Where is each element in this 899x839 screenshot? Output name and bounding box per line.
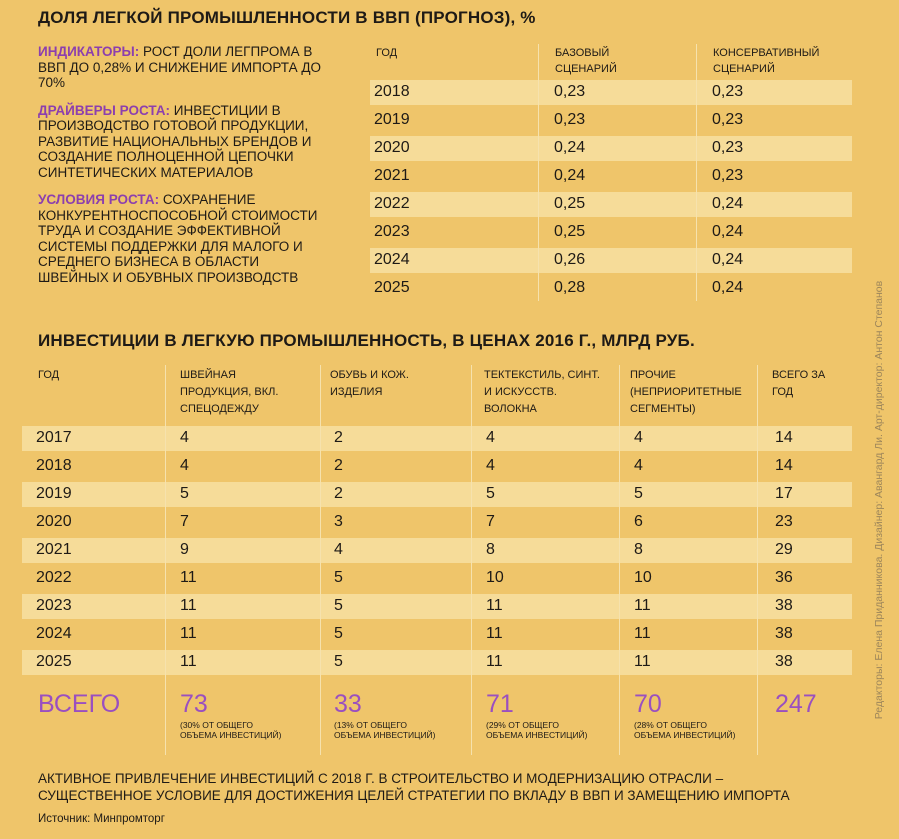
conditions-text: СОХРАНЕНИЕ КОНКУРЕНТНОСПОСОБНОЙ СТОИМОСТИ ТРУДА И СОЗДАНИЕ ЭФФЕКТИВНОЙ СИСТЕМЫ ПОДДЕРЖКИ ДЛЯ МАЛОГО И СРЕДНЕГО БИЗНЕСА В ОБЛАСТИ ШВЕЙНЫХ И ОБУВНЫХ ПРОИЗВОДСТВ bbox=[38, 192, 318, 285]
inv-table-cell: 14 bbox=[775, 429, 793, 446]
growth-description bbox=[38, 44, 328, 297]
inv-table-cell: 11 bbox=[634, 625, 651, 642]
gdp-table-cell: 0,24 bbox=[712, 251, 744, 268]
gdp-table-row bbox=[370, 164, 852, 189]
inv-table-cell: 2022 bbox=[36, 569, 72, 586]
inv-table-row bbox=[22, 510, 852, 535]
inv-table-header-footwear: ОБУВЬ И КОЖ. ИЗДЕЛИЯ bbox=[330, 369, 409, 398]
conditions-label: УСЛОВИЯ РОСТА: bbox=[38, 192, 160, 207]
inv-table-cell: 2025 bbox=[36, 653, 72, 670]
inv-table-cell: 5 bbox=[634, 485, 643, 502]
inv-table-cell: 4 bbox=[634, 457, 643, 474]
gdp-table-cell: 0,24 bbox=[712, 223, 744, 240]
gdp-table-cell: 2018 bbox=[374, 83, 410, 100]
indicators-text: РОСТ ДОЛИ ЛЕГПРОМА В ВВП ДО 0,28% И СНИЖЕНИЕ ИМПОРТА ДО 70% bbox=[38, 44, 321, 90]
investments-title: ИНВЕСТИЦИИ В ЛЕГКУЮ ПРОМЫШЛЕННОСТЬ, В ЦЕНАХ 2016 Г., МЛРД РУБ. bbox=[38, 331, 695, 350]
inv-total-other: 70 bbox=[634, 690, 662, 718]
inv-table-header-year: ГОД bbox=[38, 369, 60, 381]
credits: Редакторы: Елена Приданникова. Дизайнер: Авангард Ли. Арт-директор: Антон Степанов bbox=[873, 280, 885, 720]
inv-table-row bbox=[22, 538, 852, 563]
inv-table-divider bbox=[757, 365, 758, 755]
inv-table-divider bbox=[165, 365, 166, 755]
inv-table-cell: 5 bbox=[334, 653, 343, 670]
gdp-table-cell: 0,25 bbox=[554, 223, 586, 240]
gdp-table-cell: 0,23 bbox=[712, 139, 744, 156]
gdp-table-row bbox=[370, 108, 852, 133]
inv-table-row bbox=[22, 482, 852, 507]
inv-table-cell: 8 bbox=[486, 541, 495, 558]
inv-table-cell: 5 bbox=[486, 485, 495, 502]
inv-table-cell: 4 bbox=[180, 457, 189, 474]
inv-table-cell: 17 bbox=[775, 485, 793, 502]
gdp-table-cell: 0,23 bbox=[712, 83, 744, 100]
inv-table-cell: 11 bbox=[486, 653, 503, 670]
inv-total-note-other: (28% ОТ ОБЩЕГО ОБЪЕМА ИНВЕСТИЦИЙ) bbox=[634, 720, 736, 740]
inv-table-header-textile: ТЕКТЕКСТИЛЬ, СИНТ. И ИСКУССТВ. ВОЛОКНА bbox=[484, 369, 600, 415]
inv-total-note-sewing: (30% ОТ ОБЩЕГО ОБЪЕМА ИНВЕСТИЦИЙ) bbox=[180, 720, 282, 740]
inv-table-cell: 11 bbox=[634, 597, 651, 614]
inv-table-cell: 5 bbox=[334, 625, 343, 642]
inv-table-cell: 2017 bbox=[36, 429, 72, 446]
inv-table-cell: 6 bbox=[634, 513, 643, 530]
gdp-table-cell: 0,24 bbox=[554, 139, 586, 156]
inv-table-cell: 10 bbox=[634, 569, 652, 586]
indicators-paragraph bbox=[38, 44, 328, 91]
gdp-table-cell: 2022 bbox=[374, 195, 410, 212]
inv-table-cell: 8 bbox=[634, 541, 643, 558]
indicators-label: ИНДИКАТОРЫ: bbox=[38, 44, 140, 59]
inv-table-cell: 2019 bbox=[36, 485, 72, 502]
gdp-table-header-year: ГОД bbox=[376, 47, 398, 59]
gdp-table-row bbox=[370, 220, 852, 245]
gdp-table-cell: 2020 bbox=[374, 139, 410, 156]
inv-table-cell: 4 bbox=[486, 429, 495, 446]
gdp-table-divider bbox=[696, 44, 697, 301]
gdp-table-cell: 0,25 bbox=[554, 195, 586, 212]
inv-table-cell: 2 bbox=[334, 457, 343, 474]
gdp-table-header-base: БАЗОВЫЙ СЦЕНАРИЙ bbox=[555, 47, 617, 75]
gdp-table-cell: 0,23 bbox=[712, 111, 744, 128]
inv-table-cell: 5 bbox=[180, 485, 189, 502]
gdp-table-cell: 2019 bbox=[374, 111, 410, 128]
inv-table-cell: 10 bbox=[486, 569, 504, 586]
inv-table-row bbox=[22, 622, 852, 647]
gdp-table-row bbox=[370, 192, 852, 217]
inv-total-textile: 71 bbox=[486, 690, 514, 718]
inv-table-cell: 9 bbox=[180, 541, 189, 558]
inv-table-row bbox=[22, 566, 852, 591]
gdp-table-cell: 0,24 bbox=[712, 195, 744, 212]
inv-table-cell: 5 bbox=[334, 569, 343, 586]
gdp-table-row bbox=[370, 248, 852, 273]
inv-table-cell: 2023 bbox=[36, 597, 72, 614]
inv-table-row bbox=[22, 426, 852, 451]
inv-table-cell: 11 bbox=[180, 653, 197, 670]
gdp-table-cell: 0,28 bbox=[554, 279, 586, 296]
inv-table-header-total: ВСЕГО ЗА ГОД bbox=[772, 369, 826, 398]
inv-table-cell: 3 bbox=[334, 513, 343, 530]
inv-table-cell: 2018 bbox=[36, 457, 72, 474]
gdp-table-divider bbox=[538, 44, 539, 301]
conditions-paragraph bbox=[38, 192, 328, 285]
inv-table-cell: 2020 bbox=[36, 513, 72, 530]
inv-table-divider bbox=[320, 365, 321, 755]
inv-table-cell: 36 bbox=[775, 569, 793, 586]
inv-table-cell: 2 bbox=[334, 485, 343, 502]
gdp-table-row bbox=[370, 80, 852, 105]
inv-table-cell: 11 bbox=[180, 625, 197, 642]
inv-total-note-textile: (29% ОТ ОБЩЕГО ОБЪЕМА ИНВЕСТИЦИЙ) bbox=[486, 720, 588, 740]
inv-table-cell: 7 bbox=[180, 513, 189, 530]
gdp-table-cell: 2024 bbox=[374, 251, 410, 268]
inv-total-note-footwear: (13% ОТ ОБЩЕГО ОБЪЕМА ИНВЕСТИЦИЙ) bbox=[334, 720, 436, 740]
gdp-table-cell: 2021 bbox=[374, 167, 410, 184]
drivers-label: ДРАЙВЕРЫ РОСТА: bbox=[38, 102, 170, 118]
drivers-text: ИНВЕСТИЦИИ В ПРОИЗВОДСТВО ГОТОВОЙ ПРОДУКЦИИ, РАЗВИТИЕ НАЦИОНАЛЬНЫХ БРЕНДОВ И СОЗДАНИЕ ПОЛНОЦЕННОЙ ЦЕПОЧКИ СИНТЕТИЧЕСКИХ МАТЕРИАЛОВ bbox=[38, 102, 312, 180]
inv-table-cell: 11 bbox=[180, 597, 197, 614]
inv-table-row bbox=[22, 454, 852, 479]
inv-table-cell: 11 bbox=[486, 597, 503, 614]
gdp-table-row bbox=[370, 136, 852, 161]
inv-table-divider bbox=[619, 365, 620, 755]
gdp-table-cell: 0,23 bbox=[712, 167, 744, 184]
inv-total-label: ВСЕГО bbox=[38, 690, 121, 718]
gdp-table-cell: 2025 bbox=[374, 279, 410, 296]
gdp-table-cell: 0,23 bbox=[554, 111, 586, 128]
inv-table-cell: 11 bbox=[486, 625, 503, 642]
inv-table-cell: 4 bbox=[180, 429, 189, 446]
inv-table-row bbox=[22, 650, 852, 675]
inv-table-cell: 29 bbox=[775, 541, 793, 558]
inv-table-cell: 2021 bbox=[36, 541, 72, 558]
inv-table-cell: 2 bbox=[334, 429, 343, 446]
gdp-table-cell: 2023 bbox=[374, 223, 410, 240]
inv-table-cell: 14 bbox=[775, 457, 793, 474]
gdp-share-title: ДОЛЯ ЛЕГКОЙ ПРОМЫШЛЕННОСТИ В ВВП (ПРОГНОЗ), % bbox=[38, 8, 536, 27]
inv-total-all: 247 bbox=[775, 690, 817, 718]
inv-table-cell: 11 bbox=[634, 653, 651, 670]
inv-table-cell: 4 bbox=[486, 457, 495, 474]
inv-total-sewing: 73 bbox=[180, 690, 208, 718]
gdp-table-header-conservative: КОНСЕРВАТИВНЫЙ СЦЕНАРИЙ bbox=[713, 47, 820, 75]
gdp-table-cell: 0,24 bbox=[712, 279, 744, 296]
inv-table-divider bbox=[471, 365, 472, 755]
footnote: АКТИВНОЕ ПРИВЛЕЧЕНИЕ ИНВЕСТИЦИЙ С 2018 Г. В СТРОИТЕЛЬСТВО И МОДЕРНИЗАЦИЮ ОТРАСЛИ – СУЩЕСТВЕННОЕ УСЛОВИЕ ДЛЯ ДОСТИЖЕНИЯ ЦЕЛЕЙ СТРАТЕГИИ ПО ВКЛАДУ В ВВП И ЗАМЕЩЕНИЮ ИМПОРТА bbox=[38, 771, 790, 803]
inv-table-row bbox=[22, 594, 852, 619]
inv-table-cell: 4 bbox=[634, 429, 643, 446]
source: Источник: Минпромторг bbox=[38, 813, 165, 825]
inv-table-header-other: ПРОЧИЕ (НЕПРИОРИТЕТНЫЕ СЕГМЕНТЫ) bbox=[630, 369, 742, 415]
inv-table-cell: 2024 bbox=[36, 625, 72, 642]
gdp-table-cell: 0,26 bbox=[554, 251, 586, 268]
inv-table-cell: 23 bbox=[775, 513, 793, 530]
inv-table-cell: 4 bbox=[334, 541, 343, 558]
inv-table-cell: 38 bbox=[775, 597, 793, 614]
inv-table-cell: 5 bbox=[334, 597, 343, 614]
inv-table-cell: 7 bbox=[486, 513, 495, 530]
inv-table-header-sewing: ШВЕЙНАЯ ПРОДУКЦИЯ, ВКЛ. СПЕЦОДЕЖДУ bbox=[180, 369, 279, 415]
gdp-table-cell: 0,23 bbox=[554, 83, 586, 100]
inv-table-cell: 11 bbox=[180, 569, 197, 586]
inv-table-cell: 38 bbox=[775, 625, 793, 642]
inv-total-footwear: 33 bbox=[334, 690, 362, 718]
gdp-table-row bbox=[370, 276, 852, 301]
drivers-paragraph bbox=[38, 103, 328, 181]
gdp-table-cell: 0,24 bbox=[554, 167, 586, 184]
inv-table-cell: 38 bbox=[775, 653, 793, 670]
